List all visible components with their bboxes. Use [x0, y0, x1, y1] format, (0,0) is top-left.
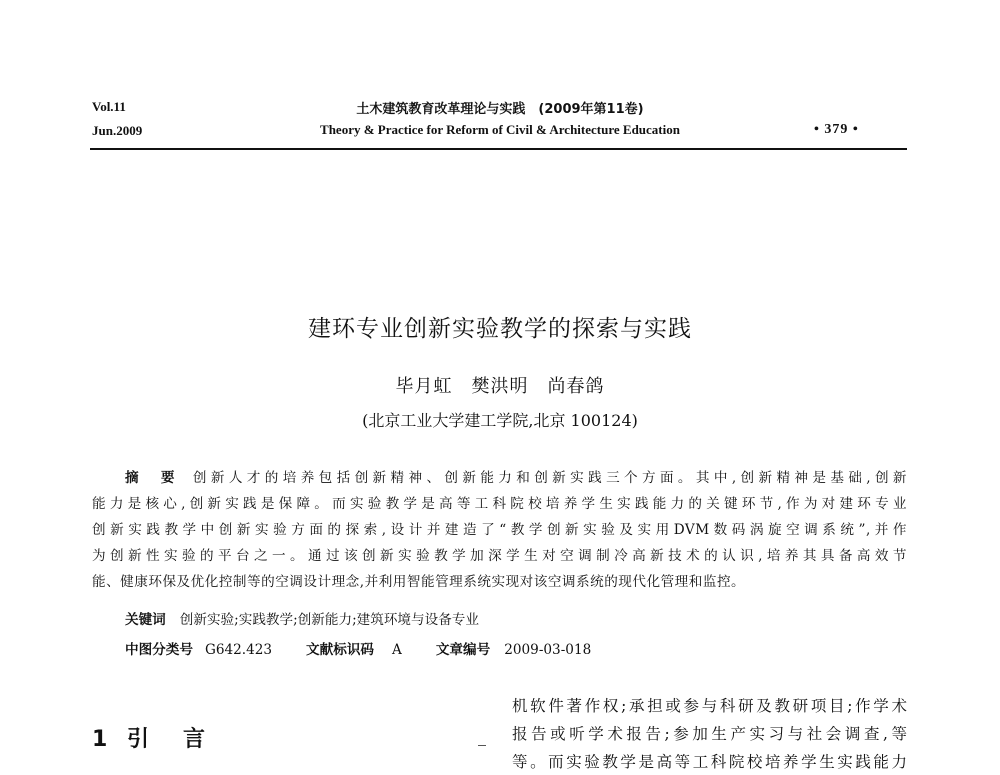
doc-code-value: A [392, 642, 402, 658]
keywords-text: 创新实验;实践教学;创新能力;建筑环境与设备专业 [179, 612, 479, 628]
keywords-label: 关键词 [125, 612, 166, 628]
abstract-line: 创新实践教学中创新实验方面的探索,设计并建造了“教学创新实验及实用DVM数码涡旋空调系统”,并作 [92, 522, 907, 538]
keywords [125, 607, 479, 633]
body-line: 等。而实验教学是高等工科院校培养学生实践能力 [512, 753, 907, 771]
article-number-label: 文章编号 [435, 642, 491, 658]
issue-date: Jun.2009 [92, 123, 143, 138]
abstract-line: 能力是核心,创新实践是保障。而实验教学是高等工科院校培养学生实践能力的关键环节,作为对建环专业 [92, 496, 907, 512]
column-mark [478, 745, 486, 746]
abstract-line: 能、健康环保及优化控制等的空调设计理念,并利用智能管理系统实现对该空调系统的现代化管理和监控。 [92, 574, 746, 590]
body-line: 报告或听学术报告;参加生产实习与社会调查,等 [512, 725, 907, 743]
doc-code-label: 文献标识码 [306, 642, 375, 658]
article-number-value: 2009-03-018 [504, 642, 592, 658]
abstract-line: 摘 要 创新人才的培养包括创新精神、创新能力和创新实践三个方面。其中,创新精神是基础,创新 [125, 470, 907, 486]
abstract-line: 为创新性实验的平台之一。通过该创新实验教学加深学生对空调制冷高新技术的认识,培养其具备高效节 [92, 548, 907, 564]
abstract-label: 摘 要 [125, 470, 179, 486]
volume-label: Vol.11 [92, 99, 126, 114]
journal-title-cn: 土木建筑教育改革理论与实践 (2009年第11卷) [356, 102, 644, 117]
clc-value: G642.423 [204, 642, 273, 658]
classification-line [125, 637, 591, 663]
clc-label: 中图分类号 [125, 642, 193, 658]
authors: 毕月虹 樊洪明 尚春鸽 [395, 376, 605, 397]
page-number: • 379 • [814, 122, 859, 137]
journal-title-en: Theory & Practice for Reform of Civil & Architecture Education [320, 122, 680, 137]
article-title: 建环专业创新实验教学的探索与实践 [308, 316, 692, 342]
header-rule [90, 148, 907, 150]
affiliation: (北京工业大学建工学院,北京 100124) [362, 411, 638, 430]
section-heading: 1 引 言 [92, 727, 211, 752]
body-line: 机软件著作权;承担或参与科研及教研项目;作学术 [512, 697, 907, 715]
